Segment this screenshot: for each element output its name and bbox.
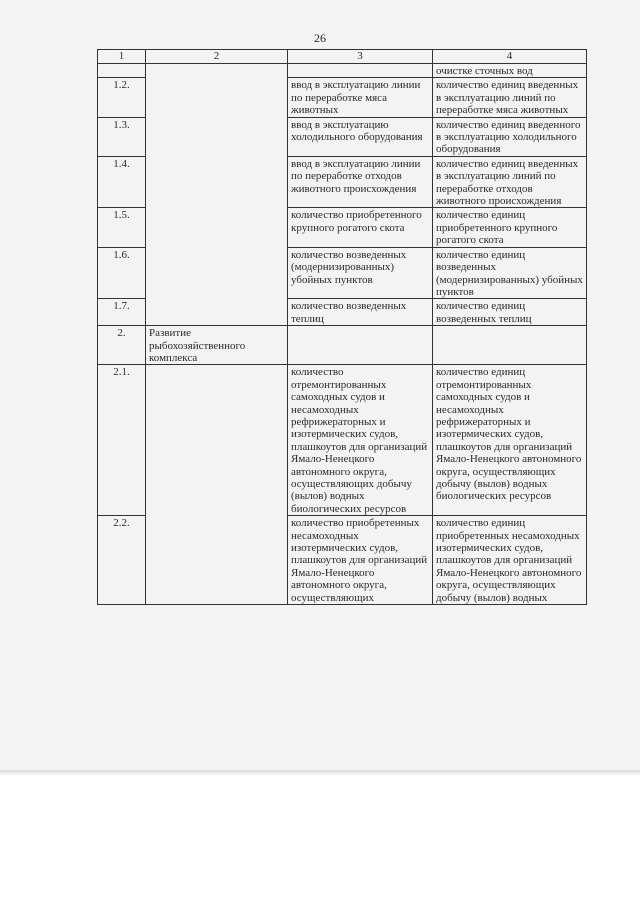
indicators-table bbox=[97, 49, 587, 605]
page-number: 26 bbox=[314, 31, 326, 45]
indicator-cell: ввод в эксплуатацию холодильного оборудования bbox=[288, 117, 433, 156]
column-header: 2 bbox=[146, 50, 288, 64]
row-number: 1.3. bbox=[98, 117, 146, 156]
indicator-cell: ввод в эксплуатацию линии по переработке мяса животных bbox=[288, 78, 433, 117]
table-row bbox=[98, 365, 587, 516]
indicator-cell: количество возведенных теплиц bbox=[288, 299, 433, 326]
row-number bbox=[98, 64, 146, 78]
indicator-cell: количество приобретенных несамоходных изотермических судов, плашкоутов для организаций Ямало-Ненецкого автономного округа, осуществляющих bbox=[288, 516, 433, 605]
indicator-cell: количество приобретенного крупного рогатого скота bbox=[288, 208, 433, 247]
unit-cell bbox=[433, 326, 587, 365]
row-number: 1.6. bbox=[98, 247, 146, 299]
row-number: 1.7. bbox=[98, 299, 146, 326]
unit-cell: количество единиц возведенных теплиц bbox=[433, 299, 587, 326]
column-header: 1 bbox=[98, 50, 146, 64]
unit-cell: количество единиц введенных в эксплуатацию линий по переработке отходов животного происхождения bbox=[433, 156, 587, 208]
unit-cell: очистке сточных вод bbox=[433, 64, 587, 78]
row-number: 1.5. bbox=[98, 208, 146, 247]
indicator-cell: ввод в эксплуатацию линии по переработке отходов животного происхождения bbox=[288, 156, 433, 208]
unit-cell: количество единиц введенного в эксплуатацию холодильного оборудования bbox=[433, 117, 587, 156]
row-number: 1.4. bbox=[98, 156, 146, 208]
unit-cell: количество единиц введенных в эксплуатацию линий по переработке мяса животных bbox=[433, 78, 587, 117]
direction-cell: Развитие рыбохозяйственного комплекса bbox=[146, 326, 288, 365]
table-row bbox=[98, 64, 587, 78]
page-edge-shadow bbox=[0, 770, 640, 776]
indicator-cell bbox=[288, 326, 433, 365]
indicator-cell: количество отремонтированных самоходных судов и несамоходных рефрижераторных и изотермических судов, плашкоутов для организаций Ямало-Ненецкого автономного округа, осуществляющих добычу (вылов) водных биологических ресурсов bbox=[288, 365, 433, 516]
table-row bbox=[98, 326, 587, 365]
direction-cell bbox=[146, 365, 288, 605]
indicator-cell bbox=[288, 64, 433, 78]
row-number: 1.2. bbox=[98, 78, 146, 117]
unit-cell: количество единиц отремонтированных самоходных судов и несамоходных рефрижераторных и изотермических судов, плашкоутов для организаций Ямало-Ненецкого автономного округа, осуществляющих добычу (вылов) водных биологических ресурсов bbox=[433, 365, 587, 516]
unit-cell: количество единиц приобретенных несамоходных изотермических судов, плашкоутов для организаций Ямало-Ненецкого автономного округа, осуществляющих добычу (вылов) водных bbox=[433, 516, 587, 605]
row-number: 2.1. bbox=[98, 365, 146, 516]
column-header: 4 bbox=[433, 50, 587, 64]
column-header: 3 bbox=[288, 50, 433, 64]
row-number: 2. bbox=[98, 326, 146, 365]
table-header-row bbox=[98, 50, 587, 64]
unit-cell: количество единиц возведенных (модернизированных) убойных пунктов bbox=[433, 247, 587, 299]
unit-cell: количество единиц приобретенного крупного рогатого скота bbox=[433, 208, 587, 247]
indicator-cell: количество возведенных (модернизированных) убойных пунктов bbox=[288, 247, 433, 299]
row-number: 2.2. bbox=[98, 516, 146, 605]
direction-cell bbox=[146, 64, 288, 326]
